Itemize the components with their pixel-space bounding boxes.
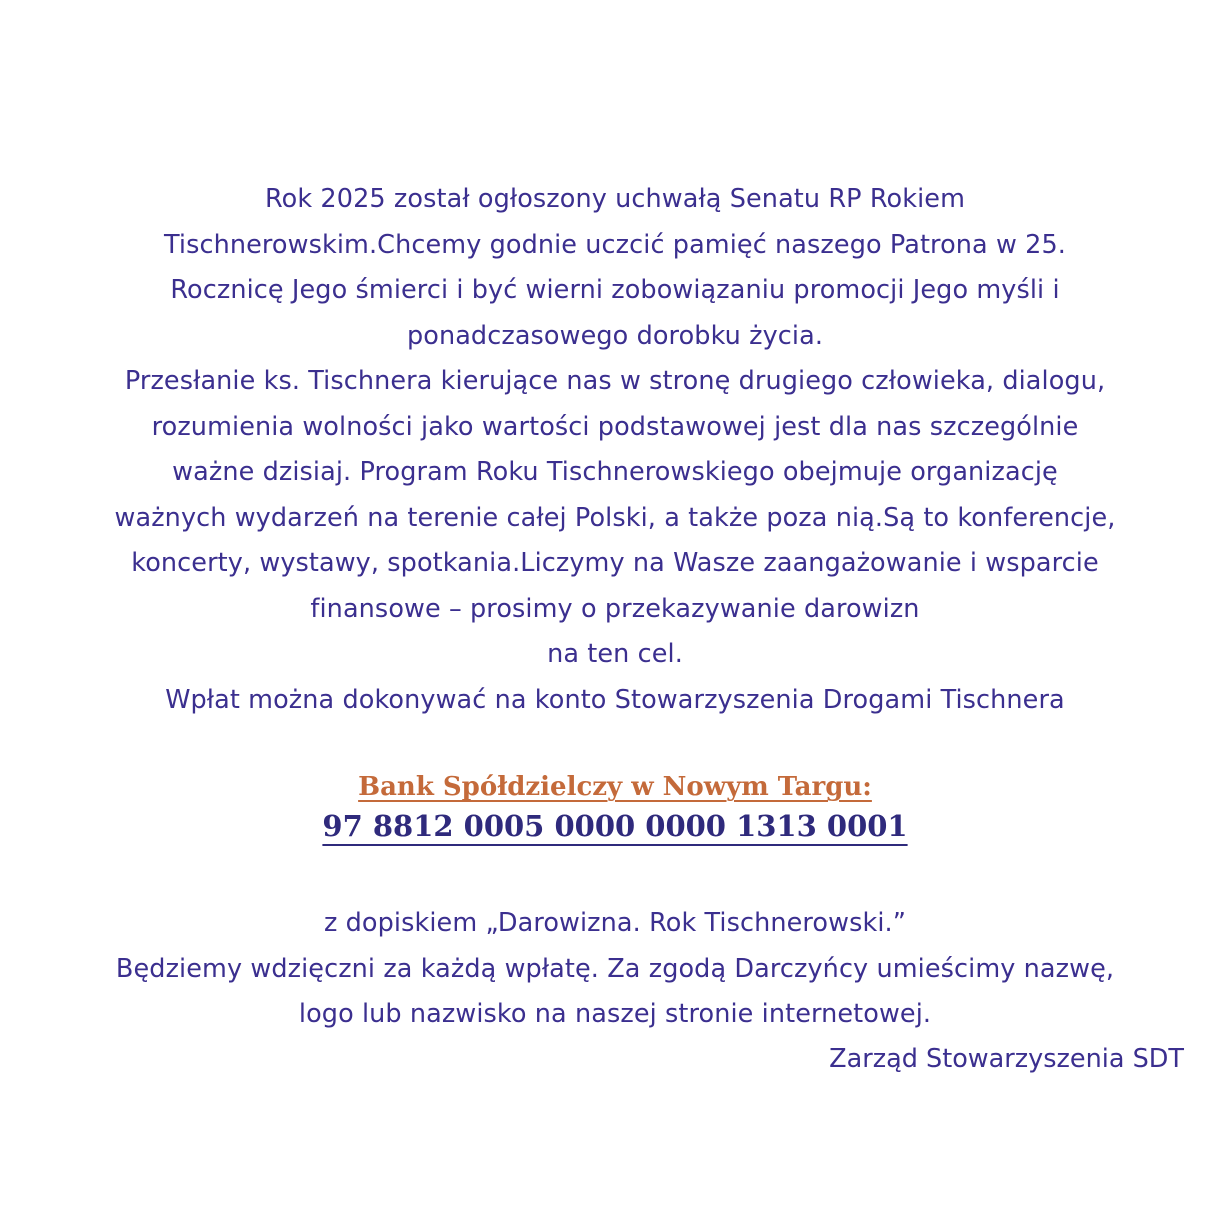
intro-line: na ten cel. (547, 639, 683, 669)
outro-line: Będziemy wdzięczni za każdą wpłatę. Za zgodą Darczyńcy umieścimy nazwę, (115, 953, 1115, 984)
intro-line: ponadczasowego dorobku życia. (406, 320, 824, 351)
intro-line: Wpłat można dokonywać na konto Stowarzyszenia Drogami Tischnera (165, 684, 1065, 715)
intro-line: Przesłanie ks. Tischnera kierujące nas w stronę drugiego człowieka, dialogu, (124, 366, 1106, 396)
bank-account-number: 97 8812 0005 0000 0000 1313 0001 (322, 809, 908, 843)
bank-details (40, 768, 1190, 846)
outro-line: logo lub nazwisko na naszej stronie internetowej. (298, 999, 932, 1029)
intro-line: Rok 2025 został ogłoszony uchwałą Senatu RP Rokiem (264, 184, 966, 214)
intro-line: ważne dzisiaj. Program Roku Tischnerowskiego obejmuje organizację (172, 457, 1058, 487)
outro-line: z dopiskiem „Darowizna. Rok Tischnerowski.” (323, 908, 907, 938)
intro-line: koncerty, wystawy, spotkania.Liczymy na Wasze zaangażowanie i wsparcie (131, 548, 1099, 578)
intro-line: Tischnerowskim.Chcemy godnie uczcić pamięć naszego Patrona w 25. (164, 229, 1066, 260)
intro-line: ważnych wydarzeń na terenie całej Polski, a także poza nią.Są to konferencje, (114, 502, 1116, 533)
intro-paragraph (40, 177, 1190, 723)
outro-paragraph (40, 901, 1190, 1038)
bank-name: Bank Spółdzielczy w Nowym Targu: (358, 772, 872, 802)
intro-line: Rocznicę Jego śmierci i być wierni zobowiązaniu promocji Jego myśli i (170, 275, 1060, 305)
signature: Zarząd Stowarzyszenia SDT (829, 1044, 1184, 1074)
intro-line: finansowe – prosimy o przekazywanie darowizn (310, 593, 920, 624)
intro-line: rozumienia wolności jako wartości podstawowej jest dla nas szczególnie (151, 411, 1079, 442)
